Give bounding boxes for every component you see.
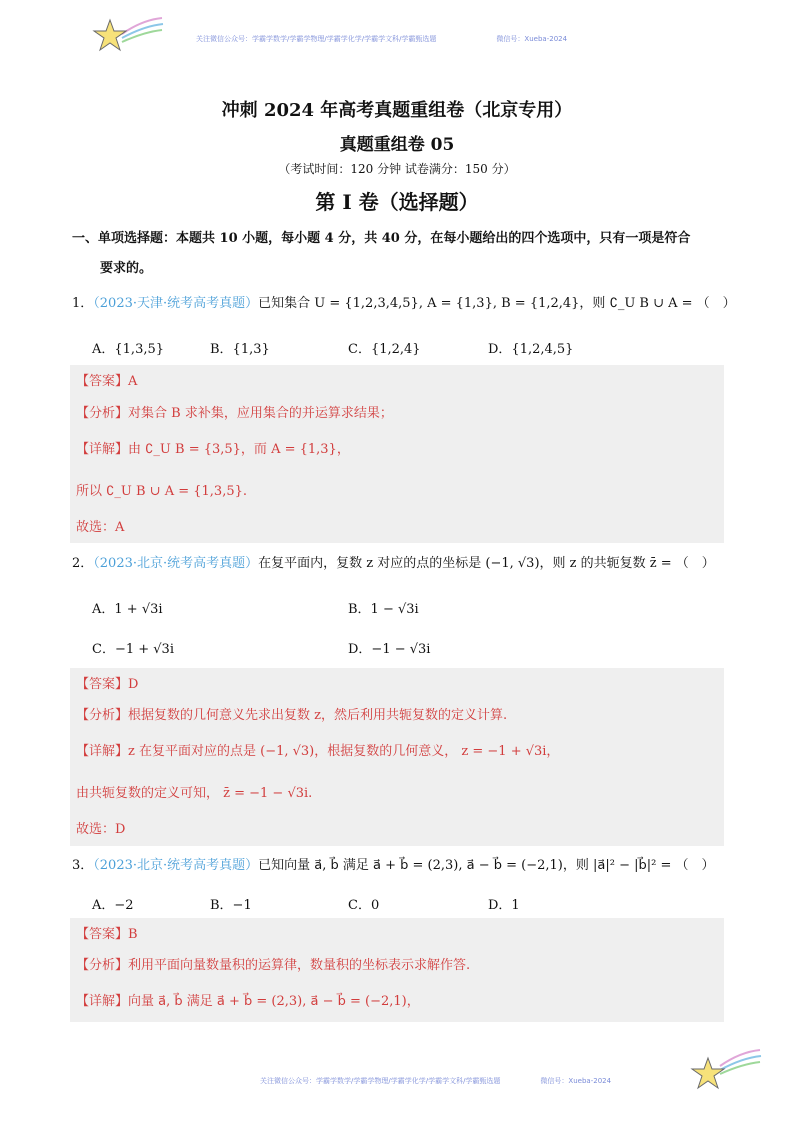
footer-wechat-id: 微信号：Xueba-2024: [540, 1077, 612, 1085]
question-source: （2023·天津·统考高考真题）: [93, 296, 259, 311]
answer-line: [76, 675, 138, 695]
option-a: A．−2: [92, 898, 134, 913]
question-1-stem: [72, 294, 736, 314]
answer-tag: 【答案】: [76, 927, 129, 942]
header-wechat-accounts: 关注微信公众号：学霸学数学/学霸学物理/学霸学化学/学霸学文科/学霸甄选题: [196, 35, 437, 43]
question-text: 在复平面内，复数 z 对应的点的坐标是 (−1, √3)，则 z 的共轭复数 z̄ = （ ）: [258, 556, 715, 571]
analysis-tag: 【分析】: [76, 708, 129, 723]
part-title: 第 I 卷（选择题）: [315, 190, 479, 214]
answer-value: A: [128, 374, 138, 389]
page-header: [196, 34, 567, 44]
header-wechat-id: 微信号：Xueba-2024: [496, 35, 568, 43]
analysis-line: [76, 706, 507, 726]
detail-line: [76, 992, 420, 1012]
option-b: B．−1: [210, 898, 252, 913]
option-d: D．1: [488, 898, 520, 913]
analysis-line: [76, 404, 393, 424]
option-b: B．{1,3}: [210, 342, 270, 357]
option-d: D．{1,2,4,5}: [488, 342, 574, 357]
question-text: 已知集合 U = {1,2,3,4,5}, A = {1,3}, B = {1,2,4}，则 ∁_U B ∪ A = （ ）: [258, 296, 736, 311]
detail-text: 由 ∁_U B = {3,5}，而 A = {1,3}，: [128, 442, 350, 457]
shooting-star-icon: [690, 1046, 762, 1092]
question-source: （2023·北京·统考高考真题）: [93, 556, 259, 571]
option-a: A．1 + √3i: [92, 602, 163, 617]
answer-line: [76, 372, 137, 392]
option-b: B．1 − √3i: [348, 602, 419, 617]
analysis-text: 对集合 B 求补集，应用集合的并运算求结果；: [128, 406, 393, 421]
section-heading: 一、单项选择题：本题共 10 小题，每小题 4 分，共 40 分，在每小题给出的四个选项中，只有一项是符合: [72, 231, 691, 246]
answer-tag: 【答案】: [76, 677, 129, 692]
choice-line: 故选：D: [76, 822, 126, 837]
answer-value: D: [128, 677, 139, 692]
answer-tag: 【答案】: [76, 374, 129, 389]
question-number: 2．: [72, 556, 94, 571]
shooting-star-icon: [92, 14, 164, 60]
detail-tag: 【详解】: [76, 994, 129, 1009]
exam-title: 冲刺 2024 年高考真题重组卷（北京专用）: [221, 100, 573, 121]
detail-line: [76, 742, 559, 762]
option-c: C．−1 + √3i: [92, 642, 174, 657]
answer-value: B: [128, 927, 138, 942]
question-text: 已知向量 a⃗, b⃗ 满足 a⃗ + b⃗ = (2,3), a⃗ − b⃗ = (−2,1)，则 |a⃗|² − |b⃗|² = （ ）: [258, 858, 715, 873]
choice-line: 故选：A: [76, 520, 125, 535]
option-d: D．−1 − √3i: [348, 642, 431, 657]
conclusion-line: 由共轭复数的定义可知， z̄ = −1 − √3i.: [76, 786, 313, 801]
option-c: C．{1,2,4}: [348, 342, 421, 357]
analysis-text: 根据复数的几何意义先求出复数 z，然后利用共轭复数的定义计算.: [128, 708, 508, 723]
footer-wechat-accounts: 关注微信公众号：学霸学数学/学霸学物理/学霸学化学/学霸学文科/学霸甄选题: [260, 1077, 501, 1085]
analysis-tag: 【分析】: [76, 406, 129, 421]
analysis-tag: 【分析】: [76, 958, 129, 973]
exam-subtitle: 真题重组卷 05: [339, 135, 455, 155]
exam-info: （考试时间：120 分钟 试卷满分：150 分）: [278, 162, 516, 176]
section-heading-cont: 要求的。: [100, 261, 153, 276]
question-2-stem: [72, 554, 715, 574]
detail-text: z 在复平面对应的点是 (−1, √3)，根据复数的几何意义， z = −1 + √3i，: [128, 744, 560, 759]
detail-tag: 【详解】: [76, 442, 129, 457]
detail-line: [76, 440, 350, 460]
question-source: （2023·北京·统考高考真题）: [93, 858, 259, 873]
analysis-line: [76, 956, 470, 976]
conclusion-line: 所以 ∁_U B ∪ A = {1,3,5}.: [76, 484, 247, 499]
question-number: 3．: [72, 858, 94, 873]
answer-line: [76, 925, 138, 945]
question-number: 1．: [72, 296, 94, 311]
page-footer: [260, 1076, 611, 1086]
question-3-stem: [72, 856, 715, 876]
option-c: C．0: [348, 898, 380, 913]
detail-text: 向量 a⃗, b⃗ 满足 a⃗ + b⃗ = (2,3), a⃗ − b⃗ = (−2,1)，: [128, 994, 420, 1009]
analysis-text: 利用平面向量数量积的运算律，数量积的坐标表示求解作答.: [128, 958, 471, 973]
option-a: A．{1,3,5}: [92, 342, 165, 357]
detail-tag: 【详解】: [76, 744, 129, 759]
